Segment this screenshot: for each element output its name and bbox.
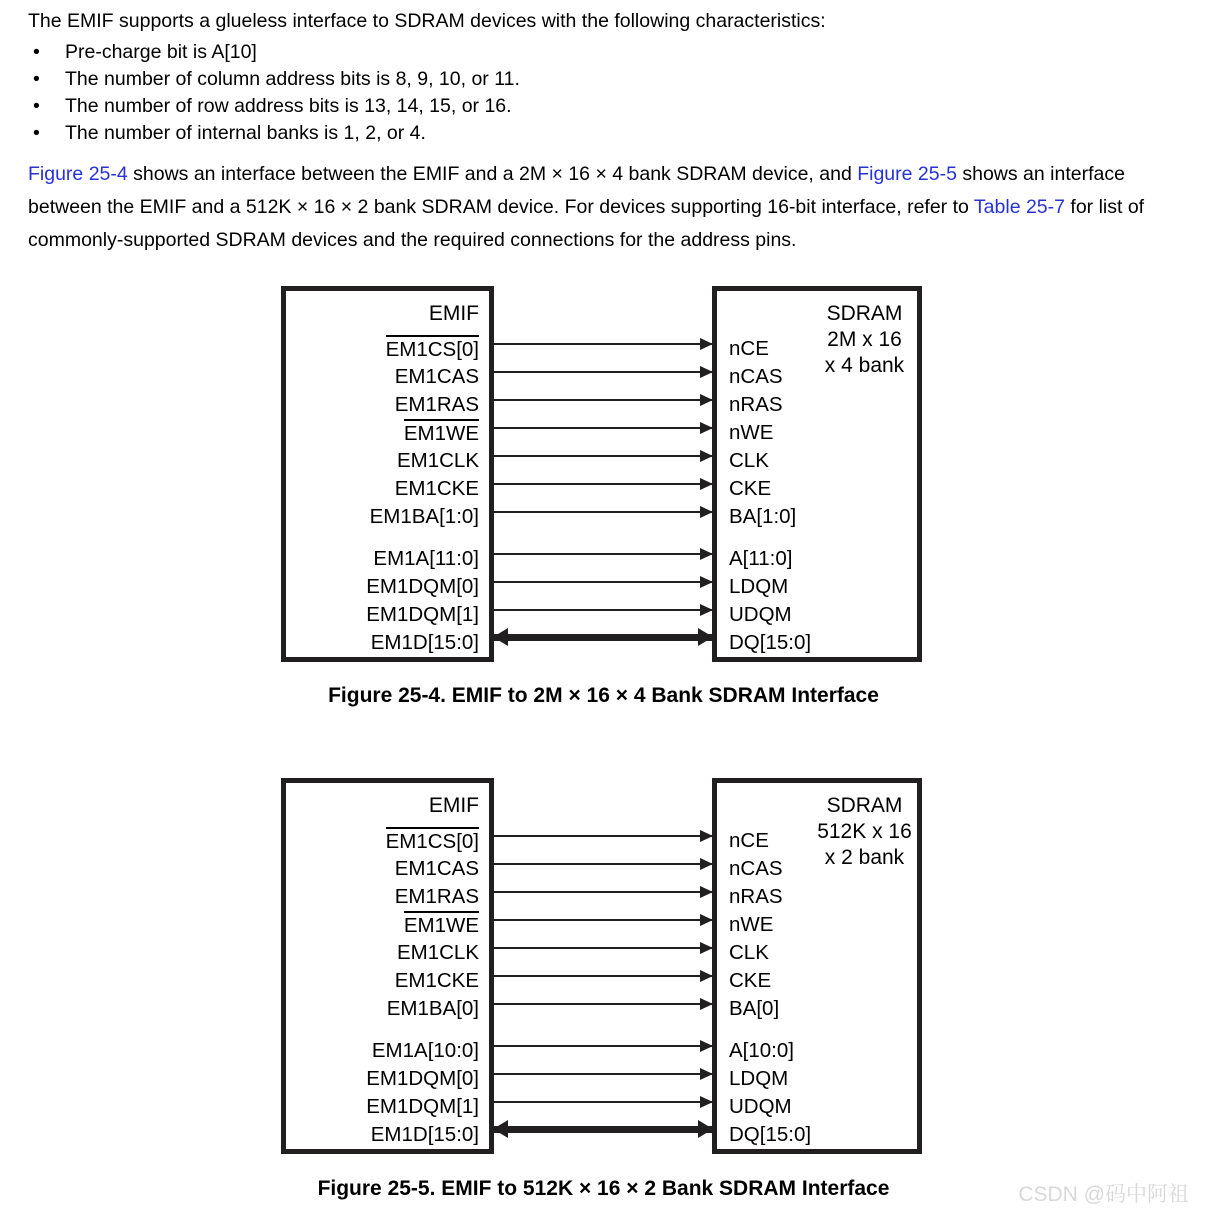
emif-block-25-4 (281, 286, 494, 662)
pin-label: DQ[15:0] (729, 1123, 812, 1146)
paragraph-text-2: shows an interface between the EMIF and a 512K × 16 × 2 bank SDRAM device. For devices supporting 16-bit interface, refer to (28, 163, 1125, 218)
sdram-title-line-1: SDRAM (826, 794, 903, 817)
signal-connector (494, 1101, 712, 1103)
characteristic-text: Pre-charge bit is A[10] (65, 41, 257, 63)
sdram-title-line-3: x 4 bank (824, 354, 905, 377)
pin-label: EM1RAS (394, 885, 479, 908)
active-low-overbar: EM1WE (404, 911, 479, 939)
characteristic-text: The number of column address bits is 8, 9, 10, or 11. (65, 68, 520, 90)
signal-connector (494, 511, 712, 513)
pin-label: nRAS (729, 393, 783, 416)
signal-connector (494, 609, 712, 611)
sdram-pin-list (729, 335, 811, 657)
diagram-25-4 (0, 286, 1207, 662)
signal-connector (494, 553, 712, 555)
pin-label: EM1BA[1:0] (369, 505, 479, 528)
sdram-pin-list (729, 827, 811, 1149)
pin-label: DQ[15:0] (729, 631, 812, 654)
characteristic-item (28, 39, 1178, 66)
pin-label: EM1A[11:0] (373, 547, 479, 570)
bullet-icon: • (33, 41, 40, 63)
bus-connector (494, 634, 712, 641)
pin-label: CLK (729, 449, 769, 472)
emif-block-title: EMIF (428, 794, 479, 817)
active-low-overbar: EM1CS[0] (386, 827, 479, 855)
bullet-icon: • (33, 68, 40, 90)
emif-pin-list (366, 827, 479, 1149)
connection-wires-25-4 (494, 286, 712, 662)
pin-label: EM1DQM[1] (366, 1095, 479, 1118)
intro-section (28, 8, 1178, 147)
signal-connector (494, 399, 712, 401)
pin-label: EM1DQM[0] (366, 575, 479, 598)
pin-label: A[10:0] (729, 1039, 794, 1062)
sdram-block-25-5 (712, 778, 922, 1154)
sdram-title-line-2: 512K x 16 (817, 820, 912, 843)
pin-label: LDQM (729, 1067, 789, 1090)
bullet-icon: • (33, 95, 40, 117)
pin-label: EM1CAS (394, 365, 479, 388)
pin-label: EM1RAS (394, 393, 479, 416)
pin-label: UDQM (729, 1095, 792, 1118)
intro-lead-text: The EMIF supports a glueless interface to SDRAM devices with the following characteristics: (28, 10, 826, 32)
signal-connector (494, 427, 712, 429)
pin-label: EM1CLK (396, 449, 479, 472)
signal-connector (494, 919, 712, 921)
pin-label: LDQM (729, 575, 789, 598)
bullet-icon: • (33, 122, 40, 144)
sdram-title-line-3: x 2 bank (824, 846, 905, 869)
characteristic-text: The number of internal banks is 1, 2, or 4. (65, 122, 426, 144)
active-low-overbar: EM1WE (404, 419, 479, 447)
sdram-block-25-4 (712, 286, 922, 662)
pin-label: CKE (729, 477, 772, 500)
diagram-25-5 (0, 778, 1207, 1154)
paragraph-text-1: shows an interface between the EMIF and a 2M × 16 × 4 bank SDRAM device, and (127, 163, 858, 185)
signal-connector (494, 891, 712, 893)
pin-label: nCE (729, 337, 769, 360)
emif-block-title: EMIF (428, 302, 479, 325)
active-low-overbar: EM1CS[0] (386, 335, 479, 363)
sdram-block-title (812, 301, 917, 379)
sdram-title-line-1: SDRAM (826, 302, 903, 325)
pin-label: EM1A[10:0] (371, 1039, 479, 1062)
pin-label: EM1CKE (394, 969, 479, 992)
pin-label: nWE (729, 421, 774, 444)
pin-label: A[11:0] (729, 547, 793, 570)
characteristic-item (28, 120, 1178, 147)
link-figure-25-5[interactable]: Figure 25-5 (857, 163, 957, 185)
signal-connector (494, 581, 712, 583)
figure-reference-paragraph (28, 158, 1168, 257)
signal-connector (494, 975, 712, 977)
signal-connector (494, 483, 712, 485)
signal-connector (494, 1003, 712, 1005)
pin-label: EM1DQM[0] (366, 1067, 479, 1090)
pin-label: BA[0] (729, 997, 780, 1020)
pin-label: UDQM (729, 603, 792, 626)
pin-label: EM1CLK (396, 941, 479, 964)
pin-label: nRAS (729, 885, 783, 908)
link-figure-25-4[interactable]: Figure 25-4 (28, 163, 128, 185)
paragraph-text-3: for list of commonly-supported SDRAM devices and the required connections for the address pins. (28, 196, 1145, 251)
figure-25-5-caption: Figure 25-5. EMIF to 512K × 16 × 2 Bank SDRAM Interface (317, 1177, 890, 1200)
pin-label (366, 419, 479, 447)
pin-label: CLK (729, 941, 769, 964)
pin-label: nWE (729, 913, 774, 936)
pin-label: EM1CKE (394, 477, 479, 500)
signal-connector (494, 371, 712, 373)
characteristics-list (28, 39, 1178, 147)
bus-connector (494, 1126, 712, 1133)
pin-label: EM1D[15:0] (370, 631, 479, 654)
emif-pin-list (366, 335, 479, 657)
pin-label (366, 827, 479, 855)
figure-25-5 (0, 778, 1207, 1154)
characteristic-item (28, 93, 1178, 120)
sdram-block-title (812, 793, 917, 871)
pin-label: EM1DQM[1] (366, 603, 479, 626)
connection-wires-25-5 (494, 778, 712, 1154)
signal-connector (494, 863, 712, 865)
pin-label: EM1CAS (394, 857, 479, 880)
signal-connector (494, 1045, 712, 1047)
sdram-title-line-2: 2M x 16 (827, 328, 902, 351)
signal-connector (494, 343, 712, 345)
pin-label: nCAS (729, 857, 783, 880)
figure-25-4-caption: Figure 25-4. EMIF to 2M × 16 × 4 Bank SDRAM Interface (328, 684, 879, 707)
pin-label: CKE (729, 969, 772, 992)
signal-connector (494, 1073, 712, 1075)
characteristic-text: The number of row address bits is 13, 14, 15, or 16. (65, 95, 512, 117)
characteristic-item (28, 66, 1178, 93)
pin-label: EM1D[15:0] (370, 1123, 479, 1146)
pin-label: nCAS (729, 365, 783, 388)
signal-connector (494, 835, 712, 837)
pin-label: EM1BA[0] (386, 997, 479, 1020)
pin-label: nCE (729, 829, 769, 852)
emif-block-25-5 (281, 778, 494, 1154)
pin-label: BA[1:0] (729, 505, 797, 528)
link-table-25-7[interactable]: Table 25-7 (973, 196, 1065, 218)
csdn-watermark: CSDN @码中阿祖 (1018, 1183, 1189, 1206)
signal-connector (494, 455, 712, 457)
figure-25-4 (0, 286, 1207, 662)
pin-label (366, 335, 479, 363)
signal-connector (494, 947, 712, 949)
pin-label (366, 911, 479, 939)
